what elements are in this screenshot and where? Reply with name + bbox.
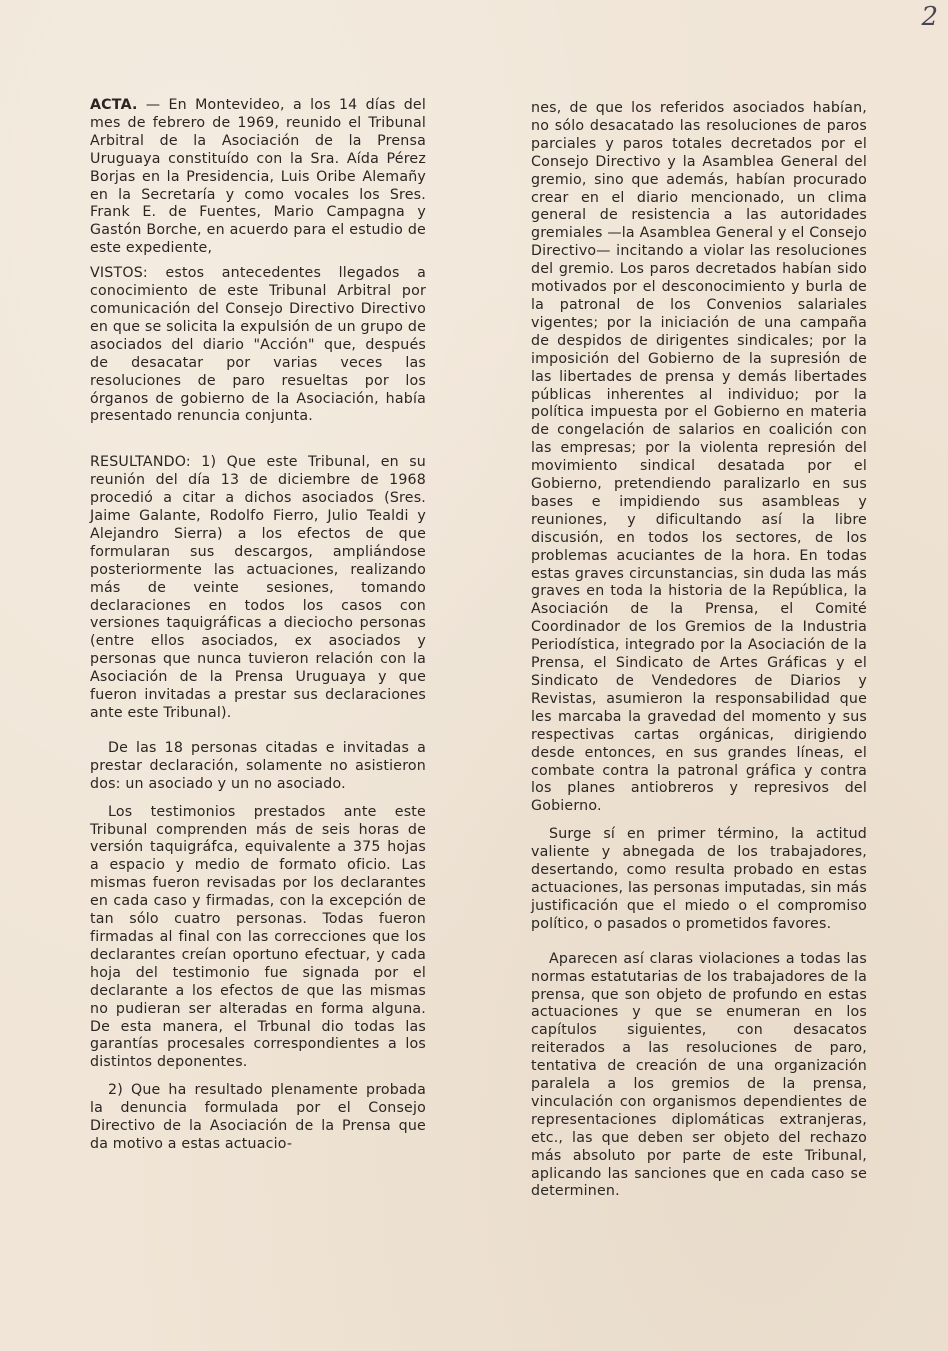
acta-paragraph: [90, 97, 426, 258]
surge-paragraph: Surge sí en primer término, la actitud valiente y abnegada de los trabajadores, desertando, como resulta probado en estas actuaciones, las personas imputadas, sin más justificación que el miedo o el compromiso político, o pasados o prometidos favores.: [531, 826, 867, 932]
acta-text: — En Montevideo, a los 14 días del mes de febrero de 1969, reunido el Tribunal Arbitral de la Asociación de la Prensa Uruguaya constituído con la Sra. Aída Pérez Borjas en la Presidencia, Luis Oribe Alemañy en la Secretaría y como vocales los Sres. Frank E. de Fuentes, Mario Campagna y Gastón Borche, en acuerdo para el estudio de este expediente,: [90, 97, 426, 257]
testimonios-paragraph: Los testimonios prestados ante este Tribunal comprenden más de seis horas de versión taquigráfca, equivalente a 375 hojas a espacio y medio de formato oficio. Las mismas fueron revisadas por los declarantes en cada caso y firmadas, con la excepción de tan sólo cuatro personas. Todas fueron firmadas al final con las correcciones que los declarantes creían oportuno efectuar, y cada hoja del testimonio fue signada por el declarante a los efectos de que las mismas no pudieran ser alteradas en forma alguna. De esta manera, el Trbunal dio todas las garantías procesales correspondientes a los distintos deponentes.: [90, 803, 426, 1071]
right-column: [531, 100, 867, 1201]
citadas-paragraph: De las 18 personas citadas e invitadas a prestar declaración, solamente no asistieron dos: un asociado y un no asociado.: [90, 739, 426, 792]
vistos-paragraph: VISTOS: estos antecedentes llegados a conocimiento de este Tribunal Arbitral por comunicación del Consejo Directivo Directivo en que se solicita la expulsión de un grupo de asociados del diario "Acción" que, después de desacatar por varias veces las resoluciones de paro resueltas por los órganos de gobierno de la Asociación, había presentado renuncia conjunta.: [90, 265, 426, 425]
page-number: 2: [921, 2, 938, 32]
left-column: [90, 97, 426, 1154]
resultando-paragraph: RESULTANDO: 1) Que este Tribunal, en su reunión del día 13 de diciembre de 1968 procedió a citar a dichos asociados (Sres. Jaime Galante, Rodolfo Fierro, Julio Tealdi y Alejandro Sierra) a los efectos de que formularan sus descargos, ampliándose posteriormente las actuaciones, realizando más de veinte sesiones, tomando declaraciones en todos los casos con versiones taquigráficas a dieciocho personas (entre ellos asociados, ex asociados y personas que nunca tuvieron relación con la Asociación de la Prensa Uruguaya y que fueron invitadas a prestar sus declaraciones ante este Tribunal).: [90, 454, 426, 721]
acta-lead: ACTA.: [90, 97, 138, 113]
aparecen-paragraph: Aparecen así claras violaciones a todas las normas estatutarias de los trabajadores de la prensa, que son objeto de profundo en estas actuaciones y que se enumeran en los capítulos siguientes, con desacatos reiterados a las resoluciones de paro, tentativa de creación de una organización paralela a los gremios de la prensa, vinculación con organismos dependientes de representaciones diplomáticas extranjeras, etc., las que deben ser objeto del rechazo más absoluto por parte de este Tribunal, aplicando las sanciones que en cada caso se determinen.: [531, 950, 867, 1200]
probada-paragraph: 2) Que ha resultado plenamente probada la denuncia formulada por el Consejo Directivo de la Asociación de la Prensa que da motivo a estas actuacio-: [90, 1082, 426, 1152]
continuation-paragraph: nes, de que los referidos asociados habían, no sólo desacatado las resoluciones de paros parciales y paros totales decretados por el Consejo Directivo y la Asamblea General del gremio, sino que además, habían procurado crear en el diario mencionado, un clima general de resistencia a las autoridades gremiales —la Asamblea General y el Consejo Directivo— incitando a violar las resoluciones del gremio. Los paros decretados habían sido motivados por el desconocimiento y burla de la patronal de los Convenios salariales vigentes; por la iniciación de una campaña de despidos de dirigentes sindicales; por la imposición del Gobierno de la supresión de las libertades de prensa y demás libertades públicas inherentes al individuo; por la política impuesta por el Gobierno en materia de congelación de salarios en coalición con las empresas; por la violenta represión del movimiento sindical desatada por el Gobierno, pretendiendo paralizarlo en sus bases e impidiendo sus asambleas y reuniones, y dificultando así la libre discusión, en todos los sectores, de los problemas acuciantes de la hora. En todas estas graves circunstancias, sin duda las más graves en toda la historia de la República, la Asociación de la Prensa, el Comité Coordinador de los Gremios de la Industria Periodística, integrado por la Asociación de la Prensa, el Sindicato de Artes Gráficas y el Sindicato de Vendedores de Diarios y Revistas, asumieron la responsabilidad que les marcaba la gravedad del momento y sus respectivas cartas orgánicas, dirigiendo desde entonces, en sus grandes líneas, el combate contra la patronal gráfica y contra los planes antiobreros y represivos del Gobierno.: [531, 100, 867, 815]
